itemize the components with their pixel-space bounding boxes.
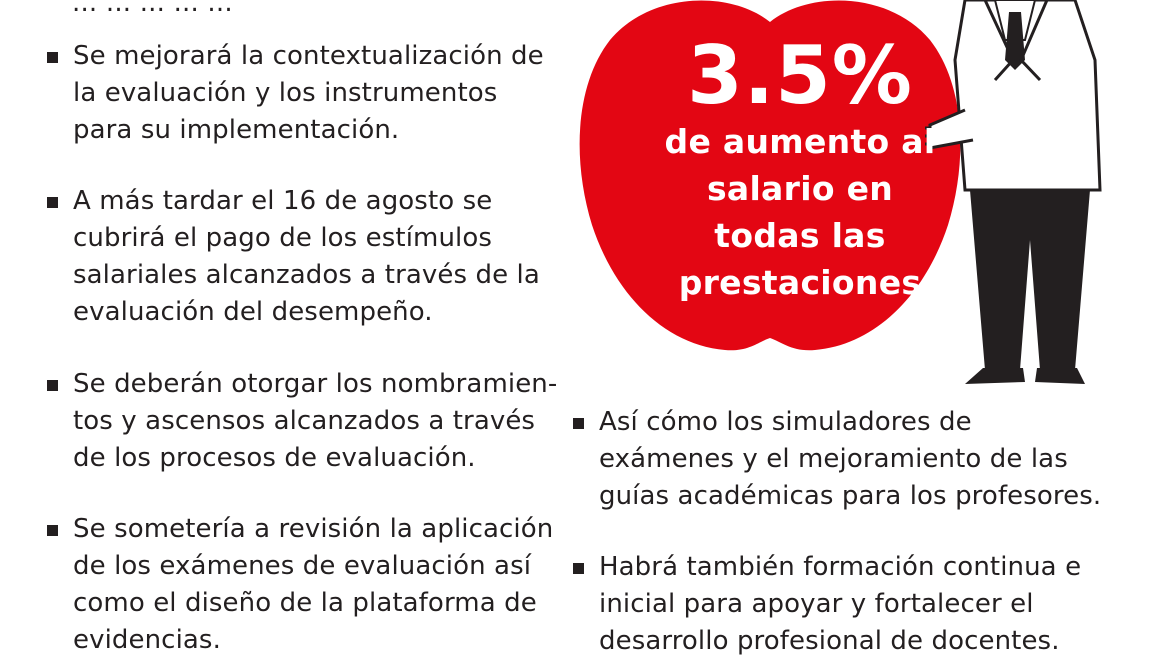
list-item-line: para su implementación. xyxy=(73,115,400,145)
list-item-line: la evaluación y los instrumentos xyxy=(73,78,498,108)
list-item-line: de los exámenes de evaluación así xyxy=(73,551,532,581)
highlight-caption xyxy=(620,118,980,306)
list-item-line: guías académicas para los profesores. xyxy=(599,481,1102,511)
list-item-line: de los procesos de evaluación. xyxy=(73,443,476,473)
list-item xyxy=(47,511,553,659)
list-item-line: salariales alcanzados a través de la xyxy=(73,260,540,290)
highlight-caption-line: todas las xyxy=(714,216,886,255)
list-item-line: Se mejorará la contextualización de xyxy=(73,41,544,71)
bullet-square-icon xyxy=(573,418,584,429)
clipped-heading: ... ... ... ... ... xyxy=(72,0,233,18)
list-item-line: como el diseño de la plataforma de xyxy=(73,588,537,618)
list-item-line: evaluación del desempeño. xyxy=(73,297,433,327)
list-item-line: evidencias. xyxy=(73,625,221,655)
list-item-line: A más tardar el 16 de agosto se xyxy=(73,186,493,216)
list-item-line: desarrollo profesional de docentes. xyxy=(599,626,1060,656)
bullet-square-icon xyxy=(47,525,58,536)
list-item-line: cubrirá el pago de los estímulos xyxy=(73,223,493,253)
list-item-line: inicial para apoyar y fortalecer el xyxy=(599,589,1034,619)
list-item xyxy=(47,38,544,149)
list-item-line: tos y ascensos alcanzados a través xyxy=(73,406,536,436)
list-item-line: exámenes y el mejoramiento de las xyxy=(599,444,1068,474)
bullet-square-icon xyxy=(573,563,584,574)
highlight-percent: 3.5% xyxy=(687,29,913,122)
list-item-line: Se sometería a revisión la aplicación xyxy=(73,514,554,544)
bullet-square-icon xyxy=(47,197,58,208)
list-item xyxy=(47,366,557,477)
list-item-line: Así cómo los simuladores de xyxy=(599,407,972,437)
bullet-square-icon xyxy=(47,380,58,391)
list-item-line: Se deberán otorgar los nombramien- xyxy=(73,369,558,399)
bullet-square-icon xyxy=(47,52,58,63)
list-item xyxy=(573,404,1101,515)
list-item xyxy=(573,549,1081,660)
highlight-caption-line: de aumento al xyxy=(664,122,936,161)
list-item-line: Habrá también formación continua e xyxy=(599,552,1082,582)
list-item xyxy=(47,183,540,331)
highlight-caption-line: prestaciones xyxy=(678,263,922,302)
highlight-caption-line: salario en xyxy=(706,169,894,208)
